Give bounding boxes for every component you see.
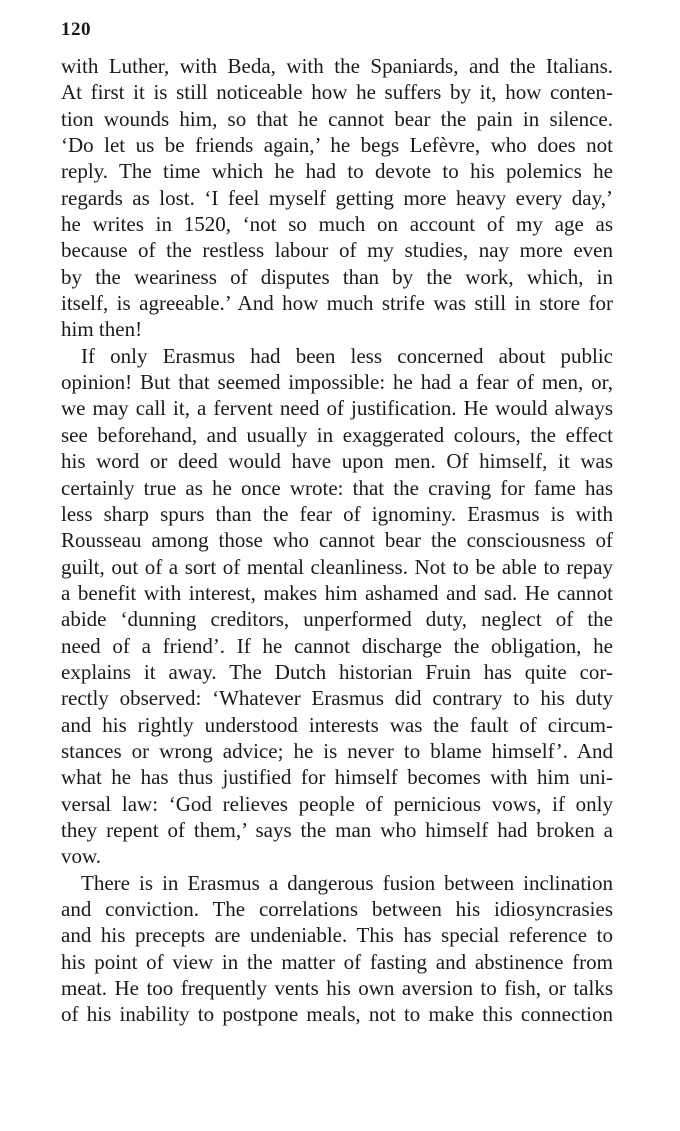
text-line: There is in Erasmus a dangerous fusion between inclination bbox=[81, 870, 613, 895]
text-line: and his rightly understood interests was the fault of circum- bbox=[61, 712, 613, 737]
paragraph bbox=[61, 870, 613, 1028]
text-line: with Luther, with Beda, with the Spaniards, and the Italians. bbox=[61, 54, 613, 78]
paragraph bbox=[61, 343, 613, 870]
text-line: and conviction. The correlations between his idiosyncrasies bbox=[61, 897, 613, 921]
text-line: versal law: ‘God relieves people of pernicious vows, if only bbox=[61, 791, 613, 816]
text-line: tion wounds him, so that he cannot bear the pain in silence. bbox=[61, 106, 613, 131]
text-line: regards as lost. ‘I feel myself getting more heavy every day,’ bbox=[61, 185, 613, 210]
text-line: we may call it, a fervent need of justification. He would always bbox=[61, 396, 613, 421]
text-line: Rousseau among those who cannot bear the consciousness of bbox=[61, 528, 613, 553]
text-line: ‘Do let us be friends again,’ he begs Lefèvre, who does not bbox=[61, 133, 613, 158]
text-line: guilt, out of a sort of mental cleanliness. Not to be able to repay bbox=[61, 554, 613, 579]
text-line: itself, is agreeable.’ And how much strife was still in store for bbox=[61, 291, 613, 316]
text-line: his word or deed would have upon men. Of himself, it was bbox=[61, 449, 613, 474]
text-line: reply. The time which he had to devote to his polemics he bbox=[61, 159, 613, 184]
text-line: need of a friend’. If he cannot discharge the obligation, he bbox=[61, 633, 613, 658]
text-line: stances or wrong advice; he is never to blame himself’. And bbox=[61, 738, 613, 763]
text-line: certainly true as he once wrote: that the craving for fame has bbox=[61, 475, 613, 500]
text-line: meat. He too frequently vents his own aversion to fish, or talks bbox=[61, 976, 613, 1001]
text-line: him then! bbox=[61, 317, 143, 342]
text-line: what he has thus justified for himself becomes with him uni- bbox=[61, 765, 613, 790]
text-line: explains it away. The Dutch historian Fruin has quite cor- bbox=[61, 659, 613, 684]
text-line: of his inability to postpone meals, not to make this connection bbox=[61, 1002, 613, 1027]
paragraph bbox=[61, 53, 613, 343]
text-line: a benefit with interest, makes him ashamed and sad. He cannot bbox=[61, 580, 613, 605]
text-line: because of the restless labour of my studies, nay more even bbox=[61, 238, 613, 263]
text-line: his point of view in the matter of fasting and abstinence from bbox=[61, 949, 613, 974]
text-line: At first it is still noticeable how he suffers by it, how conten- bbox=[61, 80, 613, 105]
text-line: they repent of them,’ says the man who himself had broken a bbox=[61, 817, 613, 842]
text-line: If only Erasmus had been less concerned about public bbox=[81, 343, 613, 368]
text-line: less sharp spurs than the fear of ignominy. Erasmus is with bbox=[61, 501, 613, 526]
body-text bbox=[61, 53, 613, 1028]
text-line: rectly observed: ‘Whatever Erasmus did contrary to his duty bbox=[61, 686, 613, 711]
text-line: he writes in 1520, ‘not so much on account of my age as bbox=[61, 212, 613, 237]
text-line: and his precepts are undeniable. This has special reference to bbox=[61, 923, 613, 948]
text-line: by the weariness of disputes than by the work, which, in bbox=[61, 264, 613, 289]
text-line: abide ‘dunning creditors, unperformed duty, neglect of the bbox=[61, 607, 613, 632]
text-line: see beforehand, and usually in exaggerated colours, the effect bbox=[61, 422, 613, 447]
page-number: 120 bbox=[61, 19, 91, 40]
text-line: vow. bbox=[61, 844, 102, 869]
text-line: opinion! But that seemed impossible: he had a fear of men, or, bbox=[61, 370, 613, 395]
